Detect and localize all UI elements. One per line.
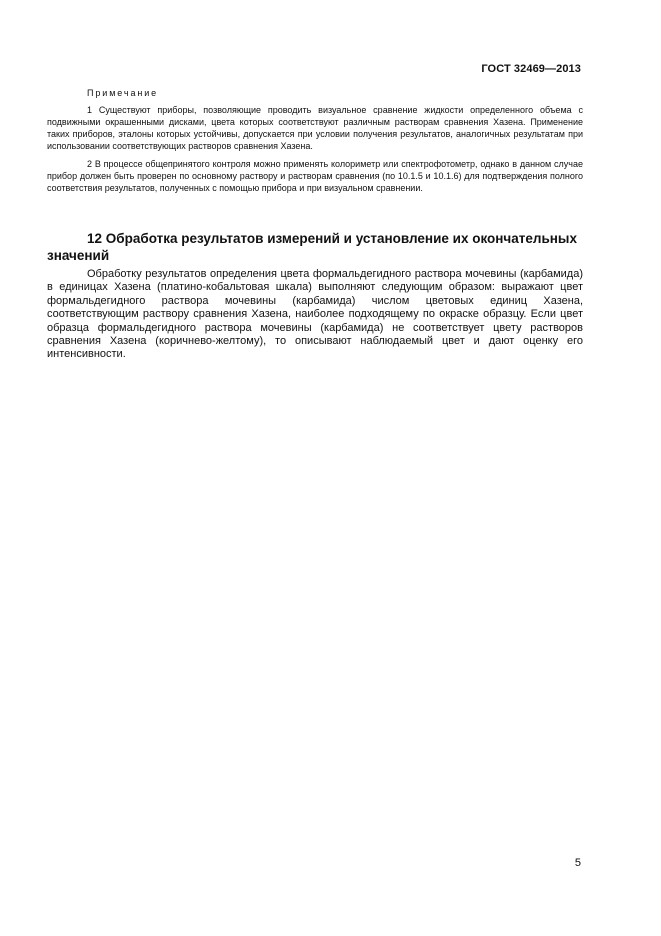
note-item-2: 2 В процессе общепринятого контроля можно применять колориметр или спектрофотометр, однако в данном случае прибор должен быть проверен по основному раствору и растворам сравнения (по 10.1.5 и 10.1.6) для подтверждения полного соответствия результатов, полученных с помощью прибора и при визуальном сравнении. (47, 159, 583, 193)
note-label: Примечание (87, 88, 159, 98)
page-number: 5 (574, 857, 581, 869)
section-paragraph: Обработку результатов определения цвета формальдегидного раствора мочевины (карбамида) в единицах Хазена (платино-кобальтовая шкала) выполняют следующим образом: выражают цвет формальдегидного раствора мочевины (карбамида) числом цветовых единиц Хазена, соответствующим раствору сравнения Хазена, наиболее подходящему по окраске образцу. Если цвет образца формальдегидного раствора мочевины (карбамида) не соответствует цвету растворов сравнения Хазена (коричнево-желтому), то описывают наблюдаемый цвет и дают оценку его интенсивности. (47, 268, 583, 361)
standard-code-header: ГОСТ 32469—2013 (481, 63, 581, 75)
note-item-1: 1 Существуют приборы, позволяющие проводить визуальное сравнение жидкости определенного объема с подвижными окрашенными дисками, цвета которых соответствуют различным растворам сравнения Хазена. Применение таких приборов, эталоны которых устойчивы, допускается при условии получения результатов, аналогичных результатам при использовании соответствующих растворов сравнения Хазена. (47, 105, 583, 151)
section-heading: 12 Обработка результатов измерений и установление их окончательных значений (47, 231, 577, 263)
